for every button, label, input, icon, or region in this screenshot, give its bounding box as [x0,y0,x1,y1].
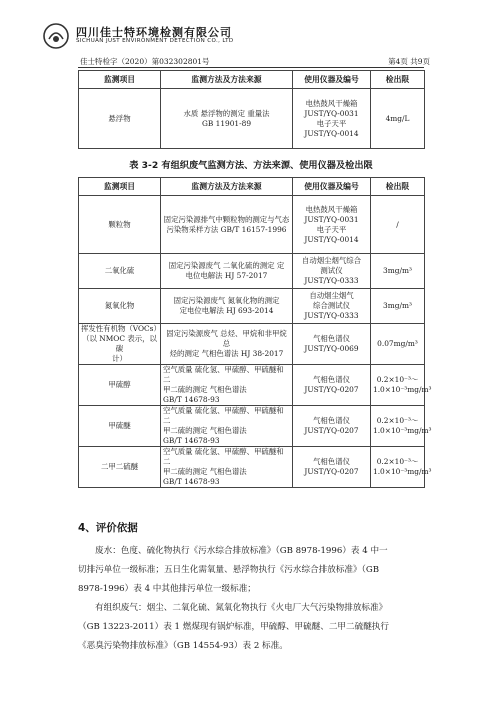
cell-limit: 0.07mg/m³ [371,324,425,365]
cell-item: 颗粒物 [79,196,161,254]
cell-item: 悬浮物 [79,89,161,149]
cell-instrument: 气相色谱仪 JUST/YQ-0207 [293,447,371,488]
table-row [79,196,425,254]
col-header-item: 监测项目 [79,71,161,89]
cell-item: 二甲二硫醚 [79,447,161,488]
company-logo-icon [42,22,70,50]
document-number: 佳士特检字（2020）第032302801号 [80,57,210,66]
company-name-cn: 四川佳士特环境检测有限公司 [76,26,232,39]
cell-method: 水质 悬浮物的测定 重量法 GB 11901-89 [161,89,293,149]
cell-limit: 3mg/m³ [371,289,425,324]
table-row [79,289,425,324]
exhaust-criteria-paragraph: 有组织废气：烟尘、二氧化硫、氮氧化物执行《火电厂大气污染物排放标准》 （GB 13223-2011）表 1 燃煤现有锅炉标准，甲硫醇、甲硫醚、二甲二硫醚执行 《恶臭污染物排放标准》（GB 14554-93）表 2 标准。 [78,603,389,651]
cell-method: 空气质量 硫化氢、甲硫醇、甲硫醚和二 甲二硫的测定 气相色谱法 GB/T 14678-93 [161,447,293,488]
cell-limit: 0.2×10⁻³～ 1.0×10⁻³mg/m³ [371,406,425,447]
col-header-item: 监测项目 [79,178,161,196]
table-row [79,447,425,488]
section-heading: 4、评价依据 [78,522,138,534]
col-header-method: 监测方法及方法来源 [161,71,293,89]
table-row [79,89,425,149]
cell-method: 固定污染源废气 氮氧化物的测定 定电位电解法 HJ 693-2014 [161,289,293,324]
exhaust-gas-method-table [78,177,432,488]
cell-method: 固定污染源废气 总烃、甲烷和非甲烷总 烃的测定 气相色谱法 HJ 38-2017 [161,324,293,365]
cell-method: 固定污染源排气中颗粒物的测定与气态 污染物采样方法 GB/T 16157-1996 [161,196,293,254]
header-rule [78,67,424,68]
cell-instrument: 自动烟尘烟气综合 测试仪 JUST/YQ-0333 [293,254,371,289]
cell-limit: 0.2×10⁻³～ 1.0×10⁻³mg/m³ [371,447,425,488]
company-name-en: SICHUAN JUST ENVIRONMENT DETECTION CO., LTD [76,38,234,44]
cell-instrument: 自动烟尘烟气 综合测试仪 JUST/YQ-0333 [293,289,371,324]
cell-item: 甲硫醇 [79,365,161,406]
page-number: 第4页 共9页 [388,57,430,66]
table-row [79,254,425,289]
cell-method: 空气质量 硫化氢、甲硫醇、甲硫醚和二 甲二硫的测定 气相色谱法 GB/T 14678-93 [161,406,293,447]
cell-instrument: 气相色谱仪 JUST/YQ-0069 [293,324,371,365]
cell-method: 空气质量 硫化氢、甲硫醇、甲硫醚和二 甲二硫的测定 气相色谱法 GB/T 14678-93 [161,365,293,406]
wastewater-criteria-paragraph: 废水：色度、硫化物执行《污水综合排放标准》（GB 8978-1996）表 4 中一 切排污单位一级标准；五日生化需氧量、悬浮物执行《污水综合排放标准》（GB 8978-1996）表 4 中其他排污单位一级标准； [78,546,388,594]
cell-instrument: 电热鼓风干燥箱 JUST/YQ-0031 电子天平 JUST/YQ-0014 [293,89,371,149]
col-header-limit: 检出限 [371,178,425,196]
cell-instrument: 气相色谱仪 JUST/YQ-0207 [293,406,371,447]
table-caption: 表 3-2 有组织废气监测方法、方法来源、使用仪器及检出限 [129,160,373,171]
cell-item: 二氧化硫 [79,254,161,289]
cell-limit: 4mg/L [371,89,425,149]
wastewater-method-table [78,70,425,149]
cell-instrument: 电热鼓风干燥箱 JUST/YQ-0031 电子天平 JUST/YQ-0014 [293,196,371,254]
cell-limit: 0.2×10⁻³～ 1.0×10⁻³mg/m³ [371,365,425,406]
table-row [79,324,425,365]
cell-method: 固定污染源废气 二氧化硫的测定 定 电位电解法 HJ 57-2017 [161,254,293,289]
col-header-instrument: 使用仪器及编号 [293,178,371,196]
table-row [79,365,425,406]
col-header-instrument: 使用仪器及编号 [293,71,371,89]
table-row [79,406,425,447]
cell-item: 甲硫醚 [79,406,161,447]
cell-item: 挥发性有机物（VOCs） （以 NMOC 表示，以碳 计） [79,324,161,365]
cell-limit: 3mg/m³ [371,254,425,289]
col-header-limit: 检出限 [371,71,425,89]
cell-item: 氮氧化物 [79,289,161,324]
col-header-method: 监测方法及方法来源 [161,178,293,196]
cell-limit: / [371,196,425,254]
cell-instrument: 气相色谱仪 JUST/YQ-0207 [293,365,371,406]
